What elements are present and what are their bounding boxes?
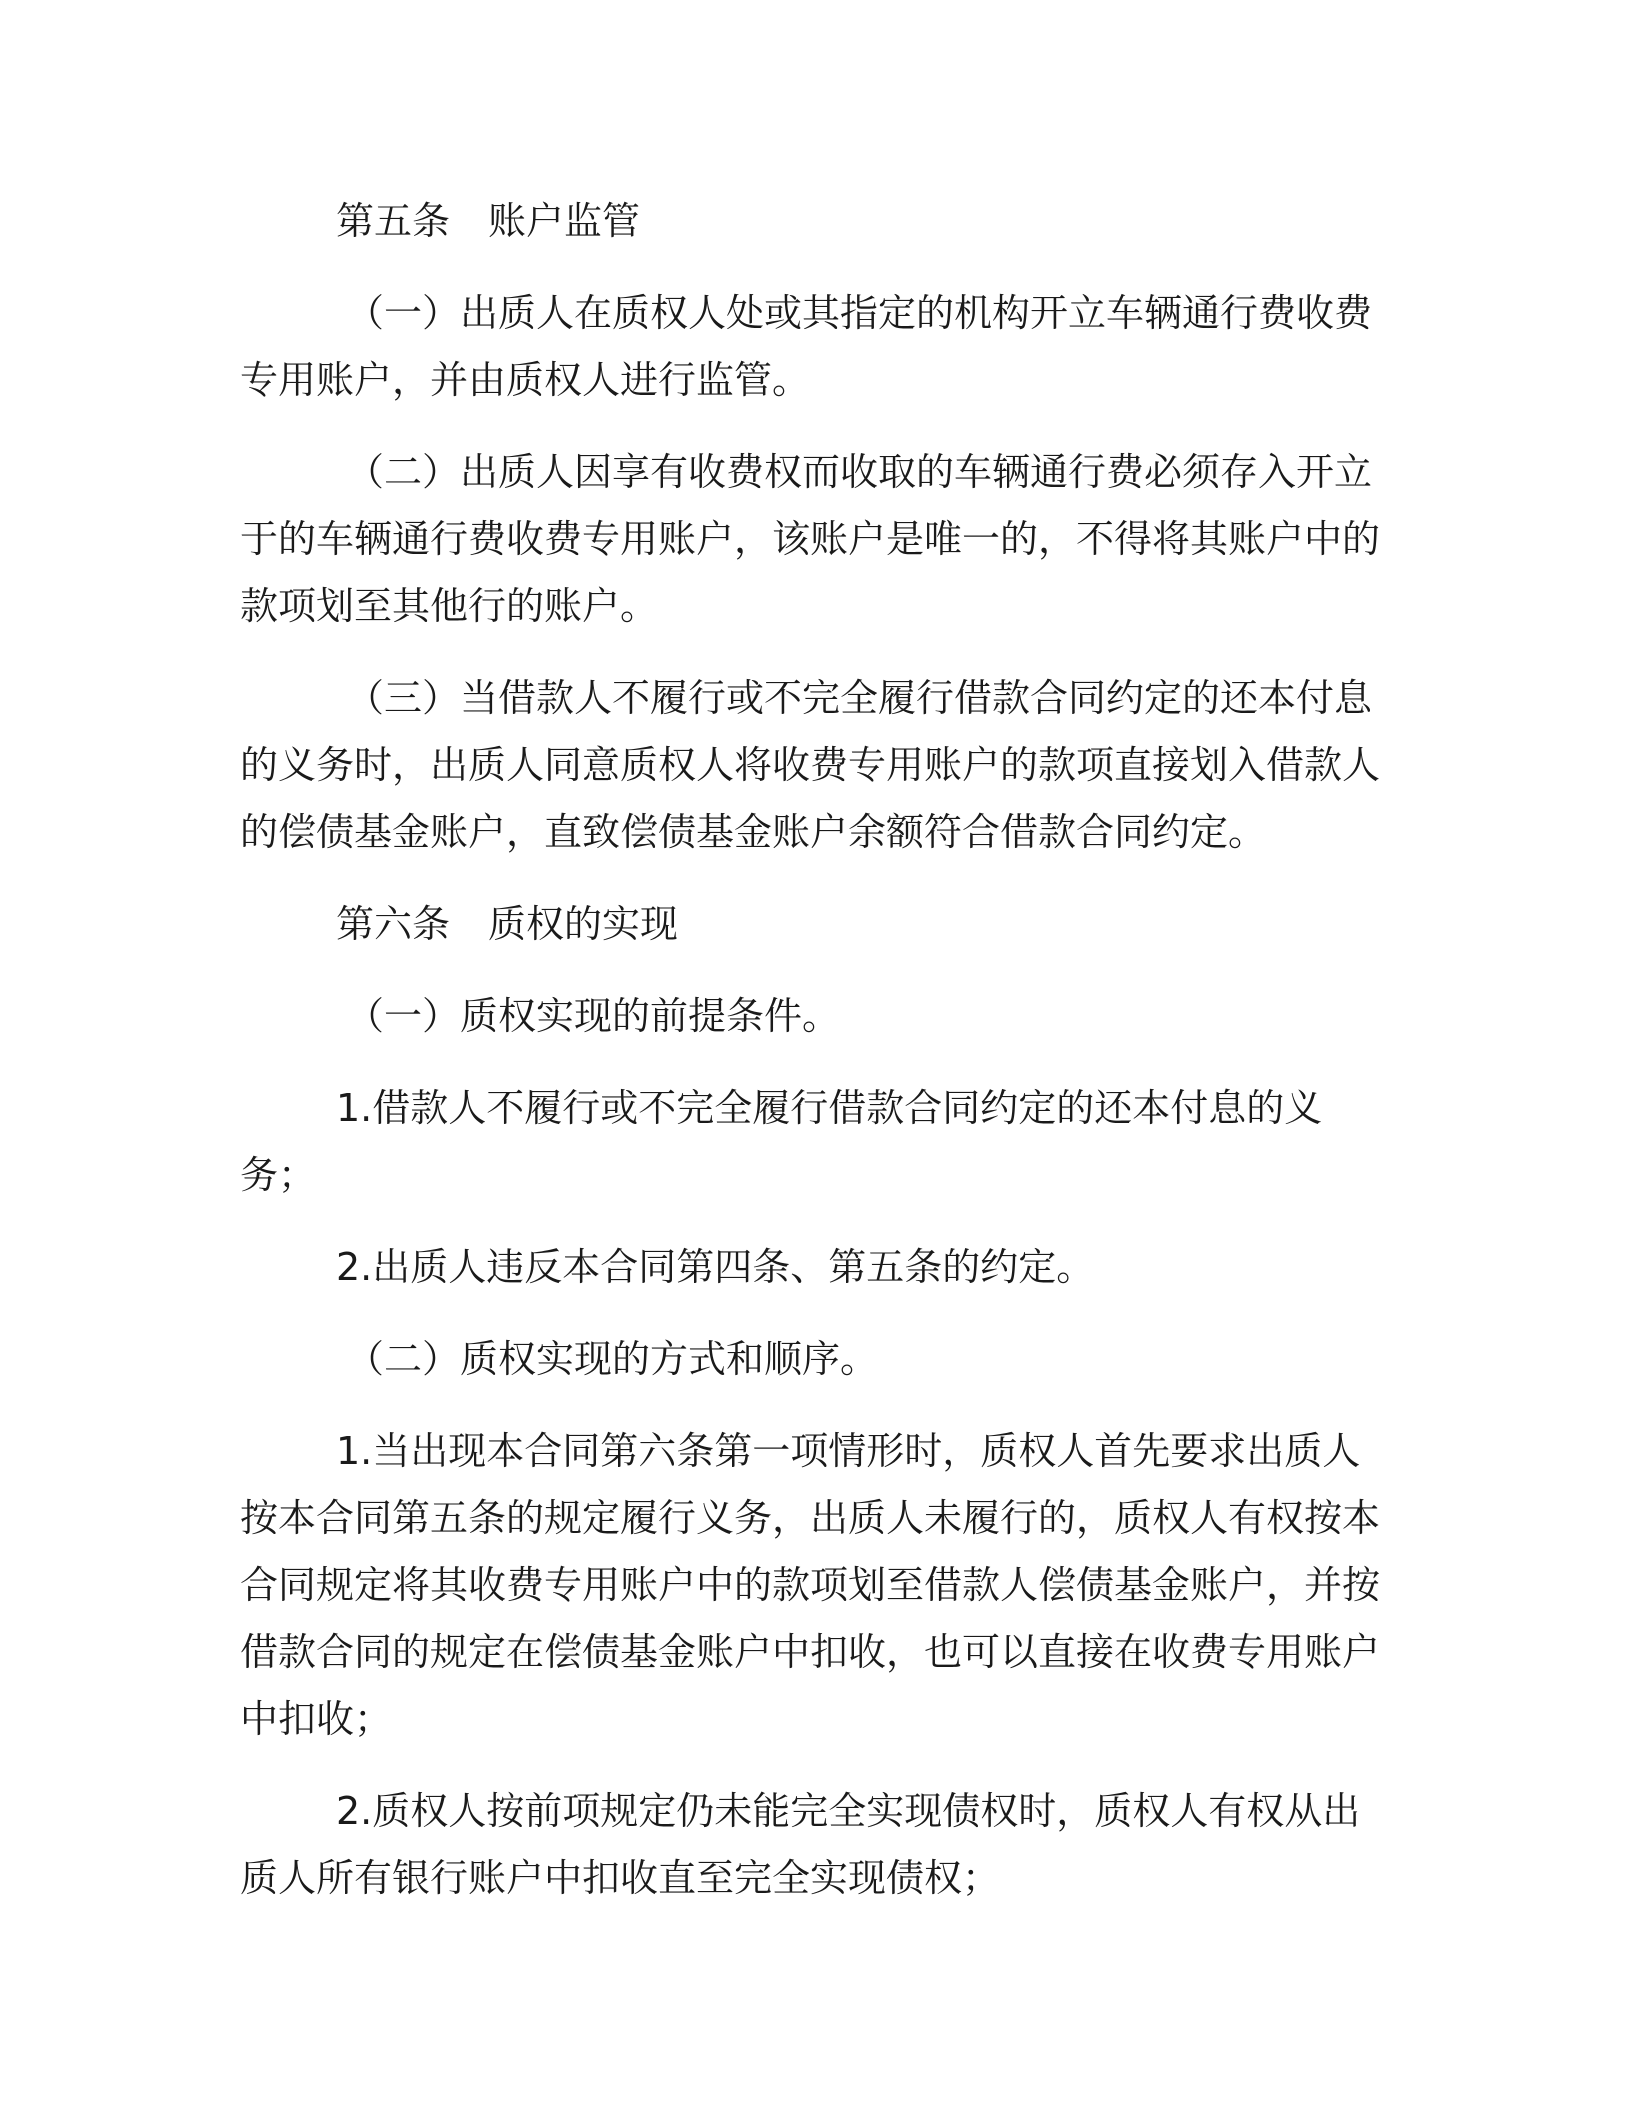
article-5-item-2: （二）出质人因享有收费权而收取的车辆通行费必须存入开立于的车辆通行费收费专用账户，该账户是唯一的，不得将其账户中的款项划至其他行的账户。	[240, 450, 1381, 628]
article-6-section-2-item-2: 2.质权人按前项规定仍未能完全实现债权时，质权人有权从出质人所有银行账户中扣收直至完全实现债权；	[240, 1789, 1361, 1900]
article-6-section-2-title: （二）质权实现的方式和顺序。	[346, 1337, 879, 1381]
article-6-section-1-item-1: 1.借款人不履行或不完全履行借款合同约定的还本付息的义务；	[240, 1086, 1323, 1197]
article-5-item-3: （三）当借款人不履行或不完全履行借款合同约定的还本付息的义务时，出质人同意质权人将收费专用账户的款项直接划入借款人的偿债基金账户，直致偿债基金账户余额符合借款合同约定。	[240, 676, 1381, 854]
article-6-section-1-title: （一）质权实现的前提条件。	[346, 994, 841, 1038]
article-6-section-1-item-2: 2.出质人违反本合同第四条、第五条的约定。	[336, 1245, 1095, 1289]
article-5-heading: 第五条 账户监管	[336, 199, 641, 243]
document-body	[240, 188, 1380, 1937]
article-6-section-2-item-1: 1.当出现本合同第六条第一项情形时，质权人首先要求出质人按本合同第五条的规定履行义务，出质人未履行的，质权人有权按本合同规定将其收费专用账户中的款项划至借款人偿债基金账户，并按借款合同的规定在偿债基金账户中扣收，也可以直接在收费专用账户中扣收；	[240, 1429, 1381, 1741]
article-6-heading: 第六条 质权的实现	[336, 902, 679, 946]
article-5-item-1: （一）出质人在质权人处或其指定的机构开立车辆通行费收费专用账户，并由质权人进行监管。	[240, 291, 1373, 402]
